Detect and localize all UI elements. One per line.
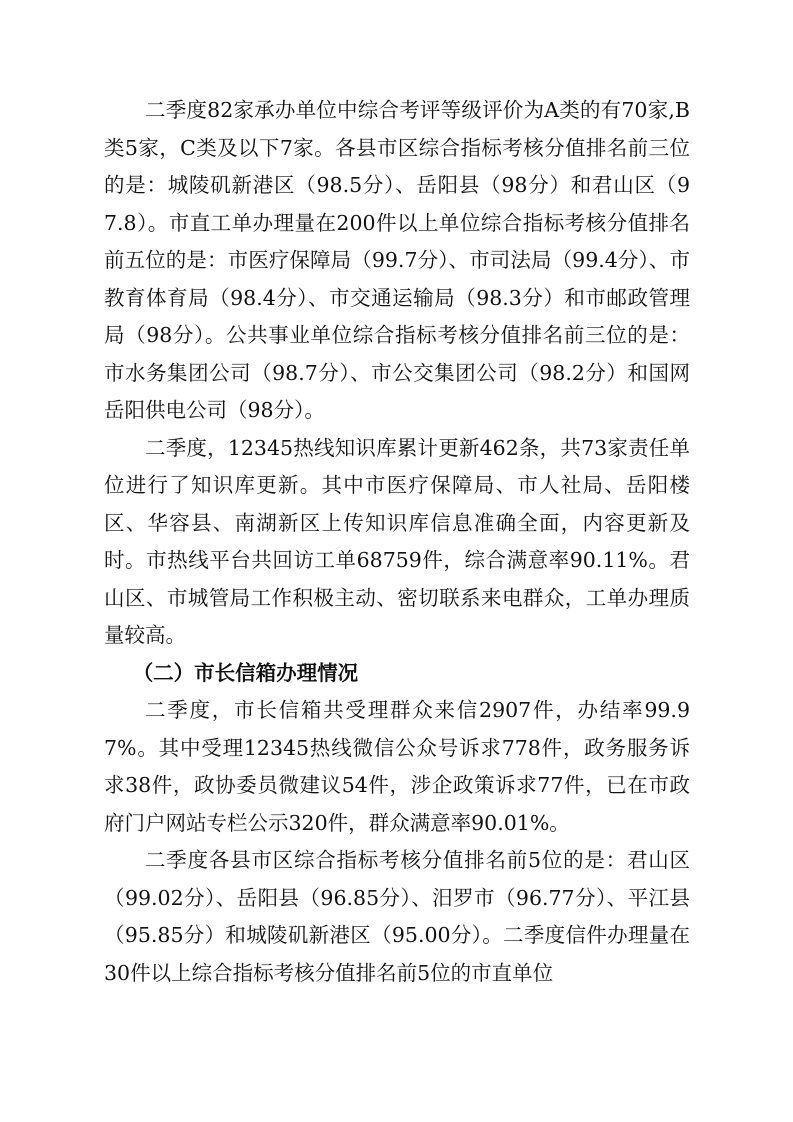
section-heading-mayor-mailbox: （二）市长信箱办理情况 — [132, 660, 359, 685]
paragraph-assessment-results: 二季度82家承办单位中综合考评等级评价为A类的有70家,B类5家，C类及以下7家。各县市区综合指标考核分值排名前三位的是：城陵矶新港区（98.5分）、岳阳县（98分）和君山区（97.8）。市直工单办理量在200件以上单位综合指标考核分值排名前五位的是：市医疗保障局（99.7分）、市司法局（99.4分）、市教育体育局（98.4分）、市交通运输局（98.3分）和市邮政管理局（98分）。公共事业单位综合指标考核分值排名前三位的是：市水务集团公司（98.7分）、市公交集团公司（98.2分）和国网岳阳供电公司（98分）。 — [104, 98, 690, 422]
paragraph-knowledge-base: 二季度，12345热线知识库累计更新462条，共73家责任单位进行了知识库更新。其中市医疗保障局、市人社局、岳阳楼区、华容县、南湖新区上传知识库信息准确全面，内容更新及时。市热线平台共回访工单68759件，综合满意率90.11%。君山区、市城管局工作积极主动、密切联系来电群众，工单办理质量较高。 — [104, 435, 690, 647]
paragraph-mailbox-summary: 二季度，市长信箱共受理群众来信2907件，办结率99.97%。其中受理12345热线微信公众号诉求778件，政务服务诉求38件，政协委员微建议54件，涉企政策诉求77件，已在市政府门户网站专栏公示320件，群众满意率90.01%。 — [104, 698, 690, 835]
document-body — [104, 92, 690, 992]
paragraph-mailbox-ranking: 二季度各县市区综合指标考核分值排名前5位的是：君山区（99.02分）、岳阳县（96.85分）、汨罗市（96.77分）、平江县（95.85分）和城陵矶新港区（95.00分）。二季度信件办理量在30件以上综合指标考核分值排名前5位的市直单位 — [104, 848, 690, 985]
